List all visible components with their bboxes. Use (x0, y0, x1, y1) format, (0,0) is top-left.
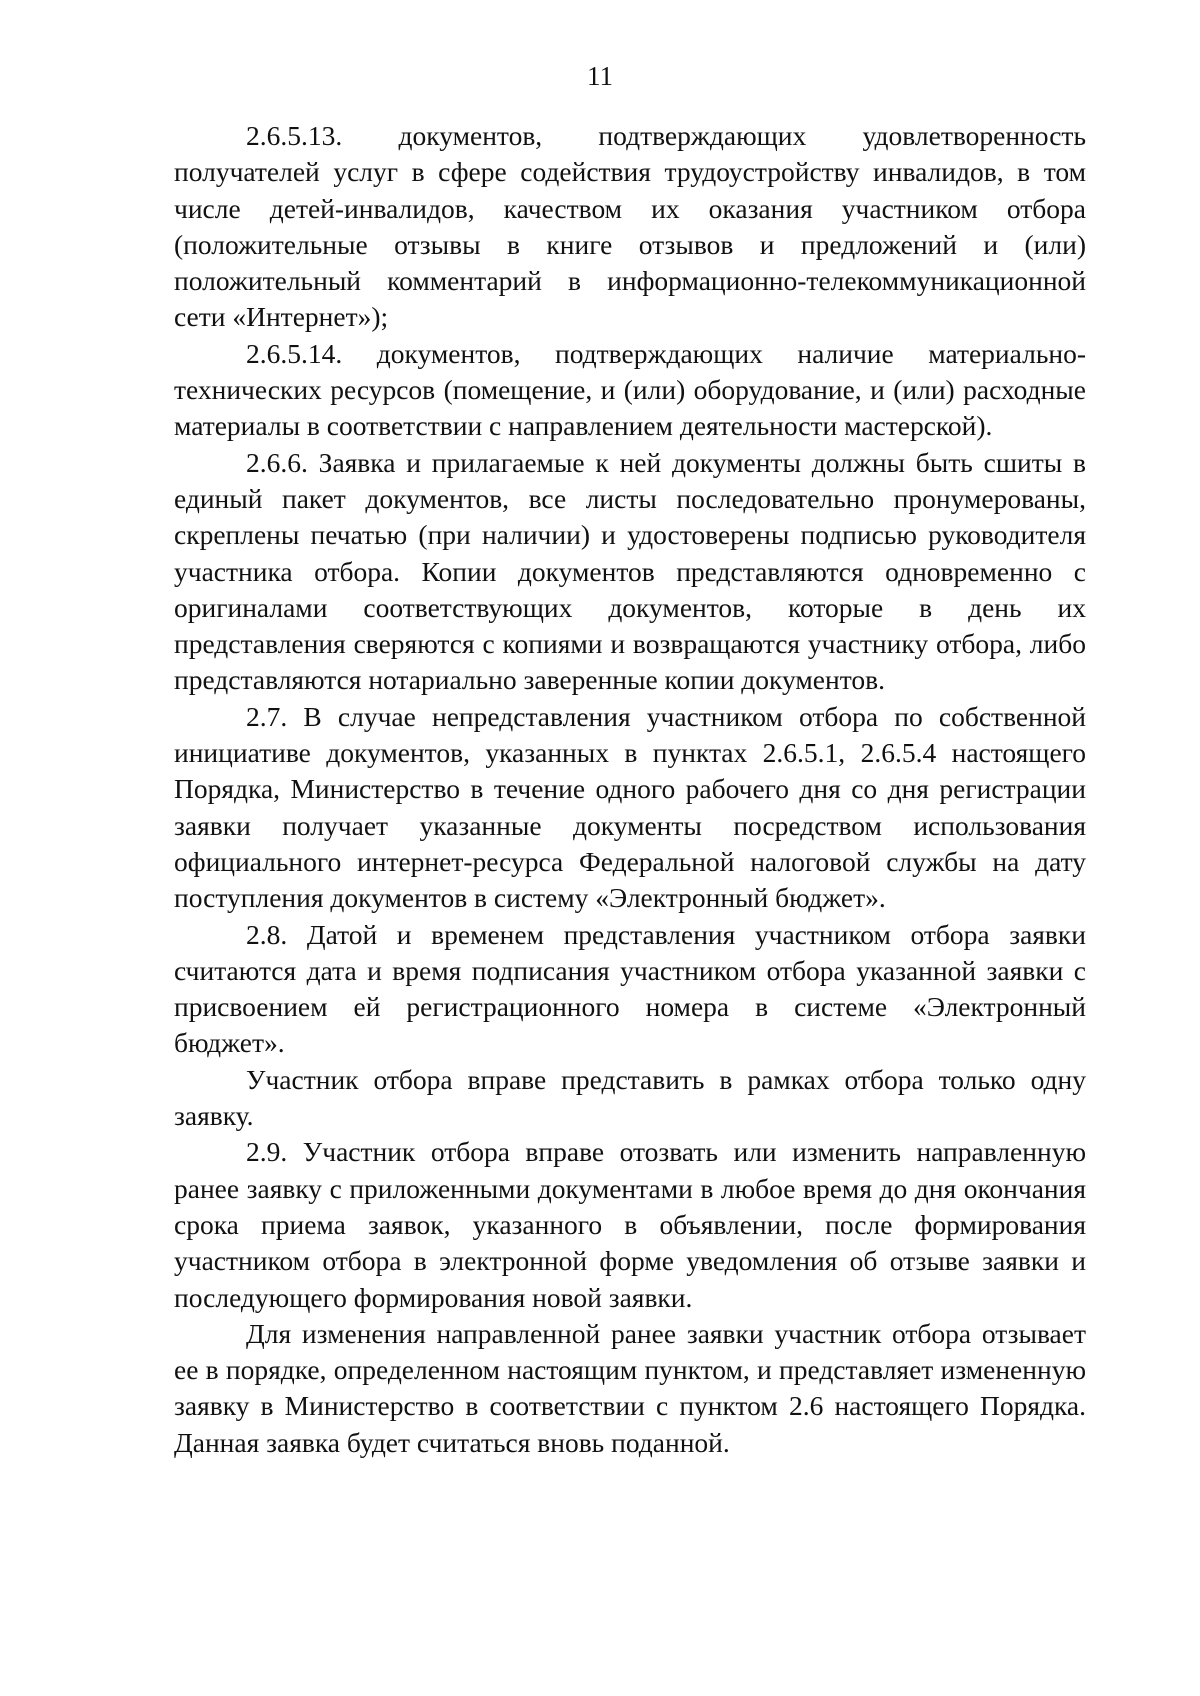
paragraph-2-9: 2.9. Участник отбора вправе отозвать или изменить направленную ранее заявку с приложенными документами в любое время до дня окончания срока приема заявок, указанного в объявлении, после формирования участником отбора в электронной форме уведомления об отзыве заявки и последующего формирования новой заявки. (174, 1136, 1086, 1313)
paragraph-2-6-5-14: 2.6.5.14. документов, подтверждающих наличие материально-технических ресурсов (помещение, и (или) оборудование, и (или) расходные материалы в соответствии с направлением деятельности мастерской). (174, 337, 1086, 442)
page-number: 11 (587, 61, 613, 91)
paragraph-2-7: 2.7. В случае непредставления участником отбора по собственной инициативе документов, указанных в пунктах 2.6.5.1, 2.6.5.4 настоящего Порядка, Министерство в течение одного рабочего дня со дня регистрации заявки получает указанные документы посредством использования официального интернет-ресурса Федеральной налоговой службы на дату поступления документов в систему «Электронный бюджет». (174, 700, 1086, 914)
paragraph-2-9-change-application: Для изменения направленной ранее заявки участник отбора отзывает ее в порядке, определенном настоящим пунктом, и представляет измененную заявку в Министерство в соответствии с пунктом 2.6 настоящего Порядка. Данная заявка будет считаться вновь поданной. (174, 1317, 1086, 1458)
paragraph-2-6-6: 2.6.6. Заявка и прилагаемые к ней документы должны быть сшиты в единый пакет документов, все листы последовательно пронумерованы, скреплены печатью (при наличии) и удостоверены подписью руководителя участника отбора. Копии документов представляются одновременно с оригиналами соответствующих документов, которые в день их представления сверяются с копиями и возвращаются участнику отбора, либо представляются нотариально заверенные копии документов. (174, 446, 1086, 696)
paragraph-2-8-single-application: Участник отбора вправе представить в рамках отбора только одну заявку. (174, 1063, 1086, 1132)
document-body (174, 118, 1086, 1461)
paragraph-2-6-5-13: 2.6.5.13. документов, подтверждающих удовлетворенность получателей услуг в сфере содействия трудоустройству инвалидов, в том числе детей-инвалидов, качеством их оказания участником отбора (положительные отзывы в книге отзывов и предложений и (или) положительный комментарий в информационно-телекоммуникационной сети «Интернет»); (174, 120, 1086, 333)
paragraph-2-8: 2.8. Датой и временем представления участником отбора заявки считаются дата и время подписания участником отбора указанной заявки с присвоением ей регистрационного номера в системе «Электронный бюджет». (174, 918, 1086, 1059)
